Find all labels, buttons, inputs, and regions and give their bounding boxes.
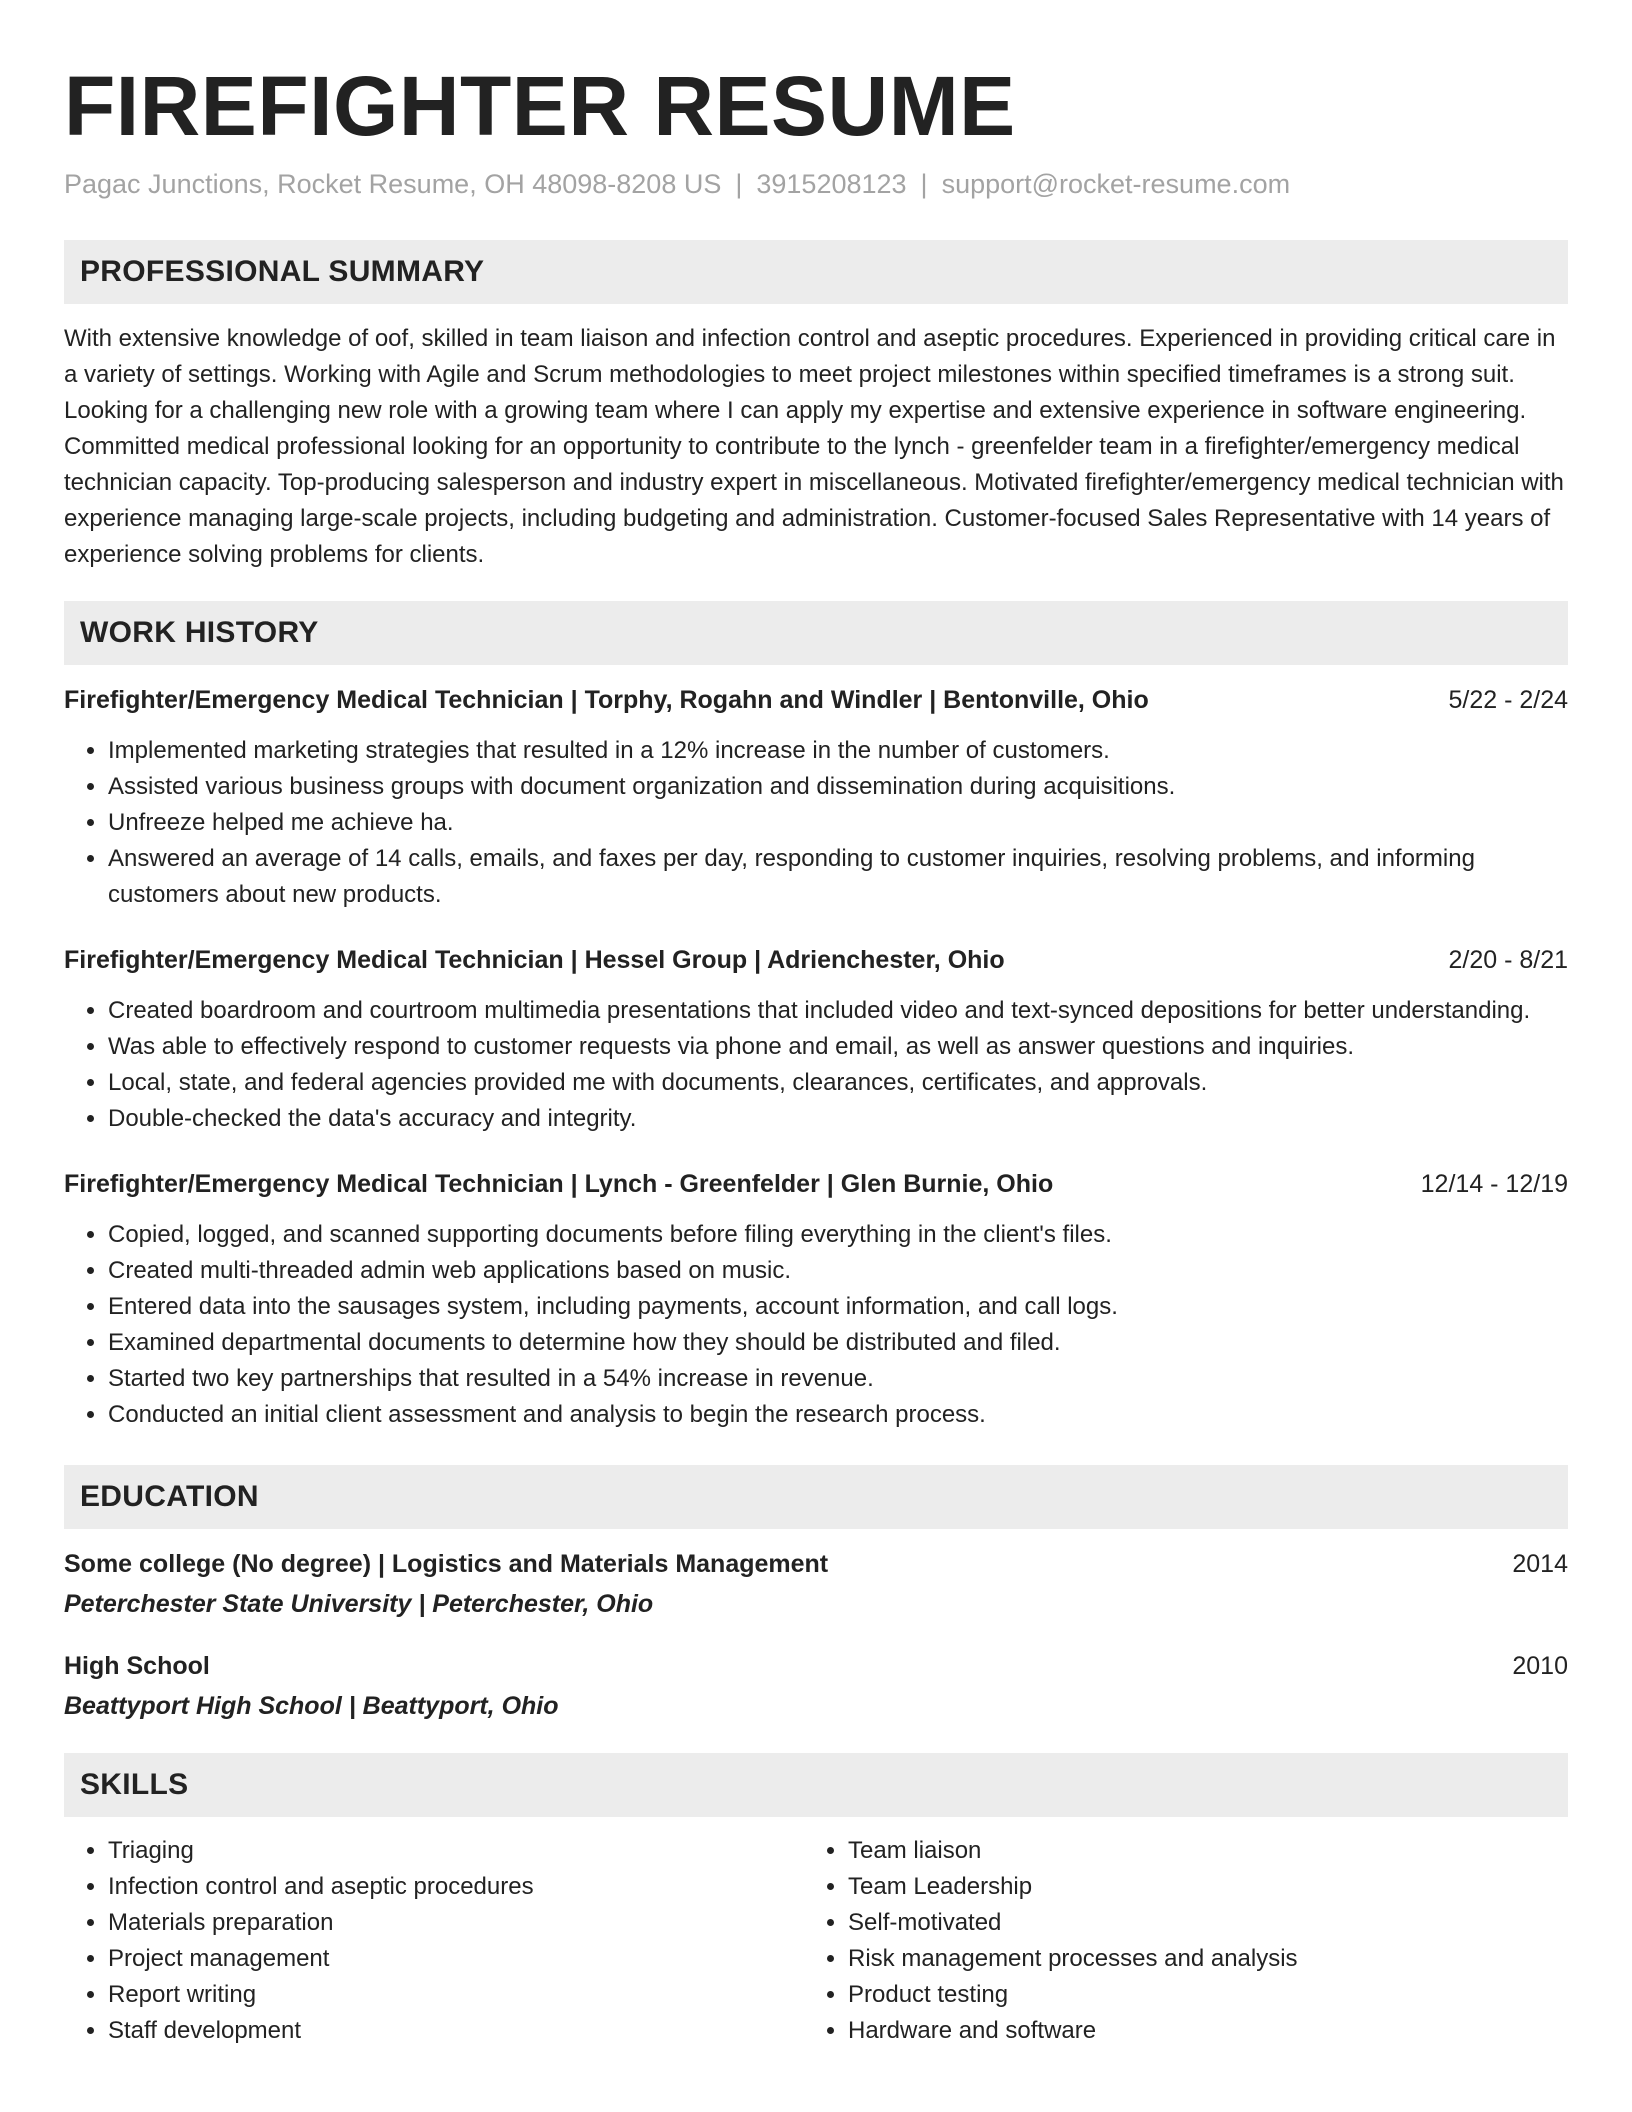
skill-item: • Risk management processes and analysis xyxy=(848,1941,1544,1977)
contact-line xyxy=(64,166,1568,202)
education-entry xyxy=(64,1547,1568,1621)
education-header xyxy=(64,1649,1568,1683)
job-title: Firefighter/Emergency Medical Technician | Hessel Group | Adrienchester, Ohio xyxy=(64,946,1005,974)
job-header xyxy=(64,1167,1568,1201)
job-title: Firefighter/Emergency Medical Technician | Torphy, Rogahn and Windler | Bentonville, Ohio xyxy=(64,686,1149,714)
skill-item: • Staff development xyxy=(108,2013,804,2049)
skill-item: • Materials preparation xyxy=(108,1905,804,1941)
contact-separator: | xyxy=(920,169,928,199)
job-dates: 12/14 - 12/19 xyxy=(1420,1170,1568,1198)
education-year: 2014 xyxy=(1512,1550,1568,1578)
job-entry xyxy=(64,943,1568,1137)
contact-phone: 3915208123 xyxy=(756,169,907,199)
skill-item: • Project management xyxy=(108,1941,804,1977)
job-bullets xyxy=(64,993,1568,1137)
job-bullet: • Created multi-threaded admin web applications based on music. xyxy=(108,1253,1568,1289)
job-title: Firefighter/Emergency Medical Technician | Lynch - Greenfelder | Glen Burnie, Ohio xyxy=(64,1170,1054,1198)
summary-text: With extensive knowledge of oof, skilled in team liaison and infection control and aseptic procedures. Experienced in providing critical care in a variety of settings. Working with Agile and Scrum methodologies to meet project milestones within specified timeframes is a strong suit. Looking for a challenging new role with a growing team where I can apply my expertise and extensive experience in software engineering. Committed medical professional looking for an opportunity to contribute to the lynch - greenfelder team in a firefighter/emergency medical technician capacity. Top-producing salesperson and industry expert in miscellaneous. Motivated firefighter/emergency medical technician with experience managing large-scale projects, including budgeting and administration. Customer-focused Sales Representative with 14 years of experience solving problems for clients. xyxy=(64,325,1564,568)
skills-list-left xyxy=(64,1833,804,2049)
job-bullet: • Started two key partnerships that resulted in a 54% increase in revenue. xyxy=(108,1361,1568,1397)
contact-email[interactable]: support@rocket-resume.com xyxy=(941,169,1291,199)
job-bullet: • Copied, logged, and scanned supporting documents before filing everything in the client's files. xyxy=(108,1217,1568,1253)
job-bullet: • Examined departmental documents to determine how they should be distributed and filed. xyxy=(108,1325,1568,1361)
skill-item: • Triaging xyxy=(108,1833,804,1869)
skill-item: • Self-motivated xyxy=(848,1905,1544,1941)
contact-address: Pagac Junctions, Rocket Resume, OH 48098-8208 US xyxy=(64,169,722,199)
job-bullet: • Assisted various business groups with document organization and dissemination during acquisitions. xyxy=(108,769,1568,805)
section-heading-work-history: WORK HISTORY xyxy=(64,601,1568,665)
job-header xyxy=(64,943,1568,977)
job-entry xyxy=(64,1167,1568,1433)
skill-item: • Team Leadership xyxy=(848,1869,1544,1905)
education-entry xyxy=(64,1649,1568,1723)
skills-columns xyxy=(64,1833,1568,2049)
job-bullet: • Answered an average of 14 calls, emails, and faxes per day, responding to customer inquiries, resolving problems, and informing customers about new products. xyxy=(108,841,1568,913)
job-header xyxy=(64,683,1568,717)
job-bullet: • Was able to effectively respond to customer requests via phone and email, as well as answer questions and inquiries. xyxy=(108,1029,1568,1065)
job-bullet: • Conducted an initial client assessment and analysis to begin the research process. xyxy=(108,1397,1568,1433)
job-bullet: • Local, state, and federal agencies provided me with documents, clearances, certificates, and approvals. xyxy=(108,1065,1568,1101)
skill-item: • Report writing xyxy=(108,1977,804,2013)
education-degree: High School xyxy=(64,1652,210,1680)
job-bullets xyxy=(64,1217,1568,1433)
section-heading-summary: PROFESSIONAL SUMMARY xyxy=(64,240,1568,304)
contact-separator: | xyxy=(735,169,743,199)
job-bullets xyxy=(64,733,1568,913)
section-heading-skills: SKILLS xyxy=(64,1753,1568,1817)
education-year: 2010 xyxy=(1512,1652,1568,1680)
job-bullet: • Implemented marketing strategies that resulted in a 12% increase in the number of customers. xyxy=(108,733,1568,769)
skill-item: • Infection control and aseptic procedures xyxy=(108,1869,804,1905)
job-dates: 5/22 - 2/24 xyxy=(1448,686,1568,714)
education-school: Beattyport High School | Beattyport, Ohio xyxy=(64,1692,559,1720)
skill-item: • Product testing xyxy=(848,1977,1544,2013)
resume-title: FIREFIGHTER RESUME xyxy=(64,59,1016,153)
job-bullet: • Entered data into the sausages system, including payments, account information, and call logs. xyxy=(108,1289,1568,1325)
job-dates: 2/20 - 8/21 xyxy=(1448,946,1568,974)
education-degree: Some college (No degree) | Logistics and Materials Management xyxy=(64,1550,829,1578)
skill-item: • Hardware and software xyxy=(848,2013,1544,2049)
job-bullet: • Created boardroom and courtroom multimedia presentations that included video and text-synced depositions for better understanding. xyxy=(108,993,1568,1029)
job-bullet: • Unfreeze helped me achieve ha. xyxy=(108,805,1568,841)
job-entry xyxy=(64,683,1568,913)
education-school: Peterchester State University | Peterchester, Ohio xyxy=(64,1590,654,1618)
job-bullet: • Double-checked the data's accuracy and integrity. xyxy=(108,1101,1568,1137)
skill-item: • Team liaison xyxy=(848,1833,1544,1869)
education-header xyxy=(64,1547,1568,1581)
section-heading-education: EDUCATION xyxy=(64,1465,1568,1529)
skills-list-right xyxy=(804,1833,1544,2049)
